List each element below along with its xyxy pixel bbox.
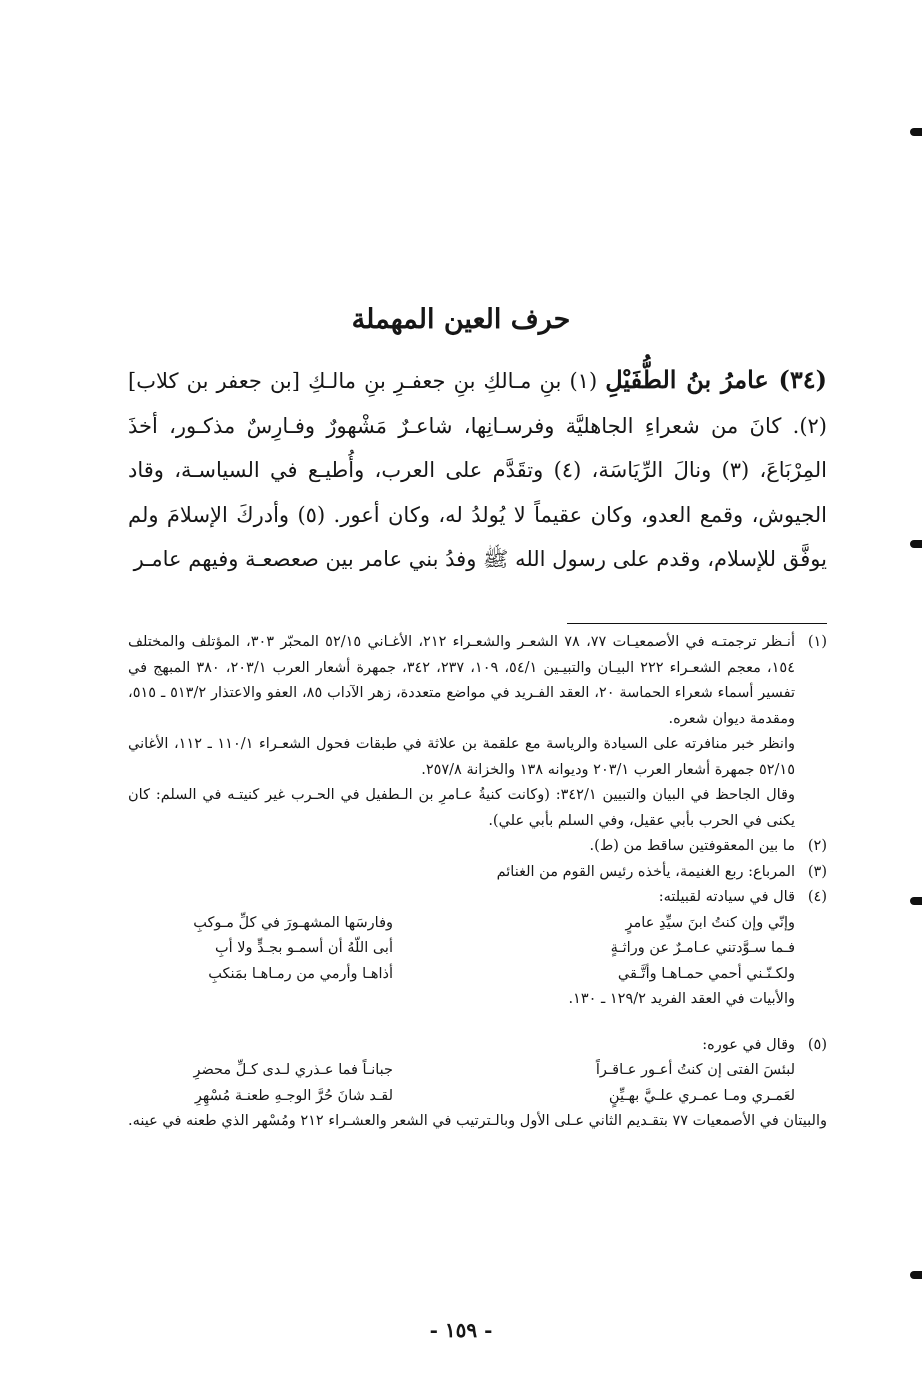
entry-paragraph [128, 358, 827, 582]
footnote-paragraph: المرباع: ربع الغنيمة، يأخذه رئيس القوم من الغنائم [496, 863, 795, 880]
footnote-body [128, 860, 795, 886]
verse-line [128, 1084, 795, 1110]
verse-line [128, 1058, 795, 1084]
footnote [128, 860, 827, 886]
verse-line [128, 936, 795, 962]
footnote-number: (٥) [807, 1036, 827, 1053]
footnote-body [128, 630, 795, 834]
page-edge-mark [910, 128, 922, 136]
verse-first-hemistich: ولكـنّـني أحمي حمـاهـا وأتَّـقي [617, 965, 795, 982]
footnote-body [128, 834, 795, 860]
footnote-intro: وقال في عوره: [702, 1036, 795, 1053]
footnote [128, 834, 827, 860]
verse-second-hemistich: أبى اللّهُ أن أسمـو بجـدٍّ ولا أبِ [214, 940, 393, 956]
footnote-paragraph: أنـظر ترجمتـه في الأصمعيـات ٧٧، ٧٨ الشعـر والشعـراء ٢١٢، الأغـاني ٥٢/١٥ المحبّر ٣٠٣، المؤتلف والمختلف ١٥٤، معجم الشعـراء ٢٢٢ البيـان والتبيـين ٥٤/١، ١٠٩، ٢٣٧، ٣٤٢، جمهرة أشعار العرب ٢٠٣/١، ٣٨٠ المبهج في تفسير أسماء شعراء الحماسة ٢٠، العقد الفـريد في مواضع متعددة، زهر الآداب ٨٥، العفو والاعتذار ٥١٣/٢ ـ ٥١٥، ومقدمة ديوان شعره. [128, 634, 795, 727]
footnote [128, 630, 827, 834]
entry-text: (١) بنِ مـالكِ بنِ جعفـرِ بنِ مالـكِ [بن جعفر بن كلاب](٢). كانَ من شعراءِ الجاهليَّة وفرسـانِها، شاعـرٌ مَشْهورٌ وفـارِسٌ مذكـور، أخذَ المِرْبَاعَ، (٣) ونالَ الرِّيَاسَة، (٤) وتقَدَّم على العرب، وأُطيـع في السياسـة، وقاد الجيوش، وقمع العدو، وكان عقيماً لا يُولدُ له، وكان أعور. (٥) وأدركَ الإسلامَ ولم يوفَّق للإسلام، وقدم على رسول الله ﷺ وفدُ بني عامر بين صعصعـة وفيهم عامـر [128, 369, 828, 571]
page-edge-mark [910, 1271, 922, 1279]
footnote-body [128, 1033, 795, 1110]
footnote-paragraph: ما بين المعقوفتين ساقط من (ط). [589, 838, 795, 854]
verse-first-hemistich: لعَمـري ومـا عمـري علـيَّ بهـيِّنٍ [608, 1087, 795, 1104]
page-edge-mark [910, 540, 922, 548]
verse-line [128, 962, 795, 988]
footnote-intro: قال في سيادته لقبيلته: [658, 889, 795, 905]
verse-second-hemistich: لقـد شانَ حُرَّ الوجـهِ طعنـة مُسْهِرِ [194, 1087, 393, 1104]
footnote-gap [128, 1013, 827, 1033]
verse-first-hemistich: لبئسَ الفتى إن كنتُ أعـور عـاقـراً [595, 1062, 795, 1078]
footnote-number: (١) [807, 634, 827, 650]
page-number: - ١٥٩ - [429, 1318, 493, 1342]
verse-first-hemistich: فـما سـوَّدتني عـامـرٌ عن وراثـةٍ [610, 940, 795, 956]
verse-first-hemistich: وإنّي وإن كنتُ ابنَ سيِّدِ عامرٍ [625, 914, 795, 931]
section-title: حرف العين المهملة [351, 304, 571, 335]
footnote-number: (٢) [807, 838, 827, 854]
footnote-number: (٤) [807, 889, 827, 905]
verse-second-hemistich: أذاهـا وأرمي من رمـاهـا بمَنكبِ [208, 965, 393, 982]
footnotes [128, 630, 827, 1135]
verse-second-hemistich: وفارسَها المشهـورَ في كلِّ مـوكبِ [193, 914, 393, 931]
footnote-number: (٣) [807, 863, 827, 880]
verse-second-hemistich: جبانـاً فما عـذري لـدى كـلِّ محضرِ [193, 1062, 393, 1078]
footnote [128, 885, 827, 1013]
page-edge-mark [910, 897, 922, 905]
footnote-body [128, 885, 795, 1013]
footnote-paragraph: وانظر خبر منافرته على السيادة والرياسة مع علقمة بن علاثة في طبقات فحول الشعـراء ١١٠/١ ـ ١١٢، الأغاني ٥٢/١٥ جمهرة أشعار العرب ٢٠٣/١ وديوانه ١٣٨ والخزانة ٢٥٧/٨. [128, 736, 795, 778]
footnote-source-note: والأبيات في العقد الفريد ١٢٩/٢ ـ ١٣٠. [568, 991, 795, 1007]
footnote-separator [567, 623, 827, 624]
footnote-source-note: والبيتان في الأصمعيات ٧٧ بتقـديم الثاني عـلى الأول وبالـترتيب في الشعر والعشـراء ٢١٢ ومُسْهر الذي طعنه في عينه. [128, 1113, 827, 1129]
footnote [128, 1033, 827, 1110]
verse-line [128, 911, 795, 937]
entry-heading: (٣٤) عامرُ بنُ الطُّفَيْلِ [605, 365, 828, 394]
footnote-paragraph: وقال الجاحظ في البيان والتبيين ٣٤٢/١: (وكانت كنيةُ عـامرِ بن الـطفيل في الحـرب غير كنيتـه في السلم: كان يكنى في الحرب بأبي عقيل، وفي السلم بأبي علي). [128, 787, 795, 829]
